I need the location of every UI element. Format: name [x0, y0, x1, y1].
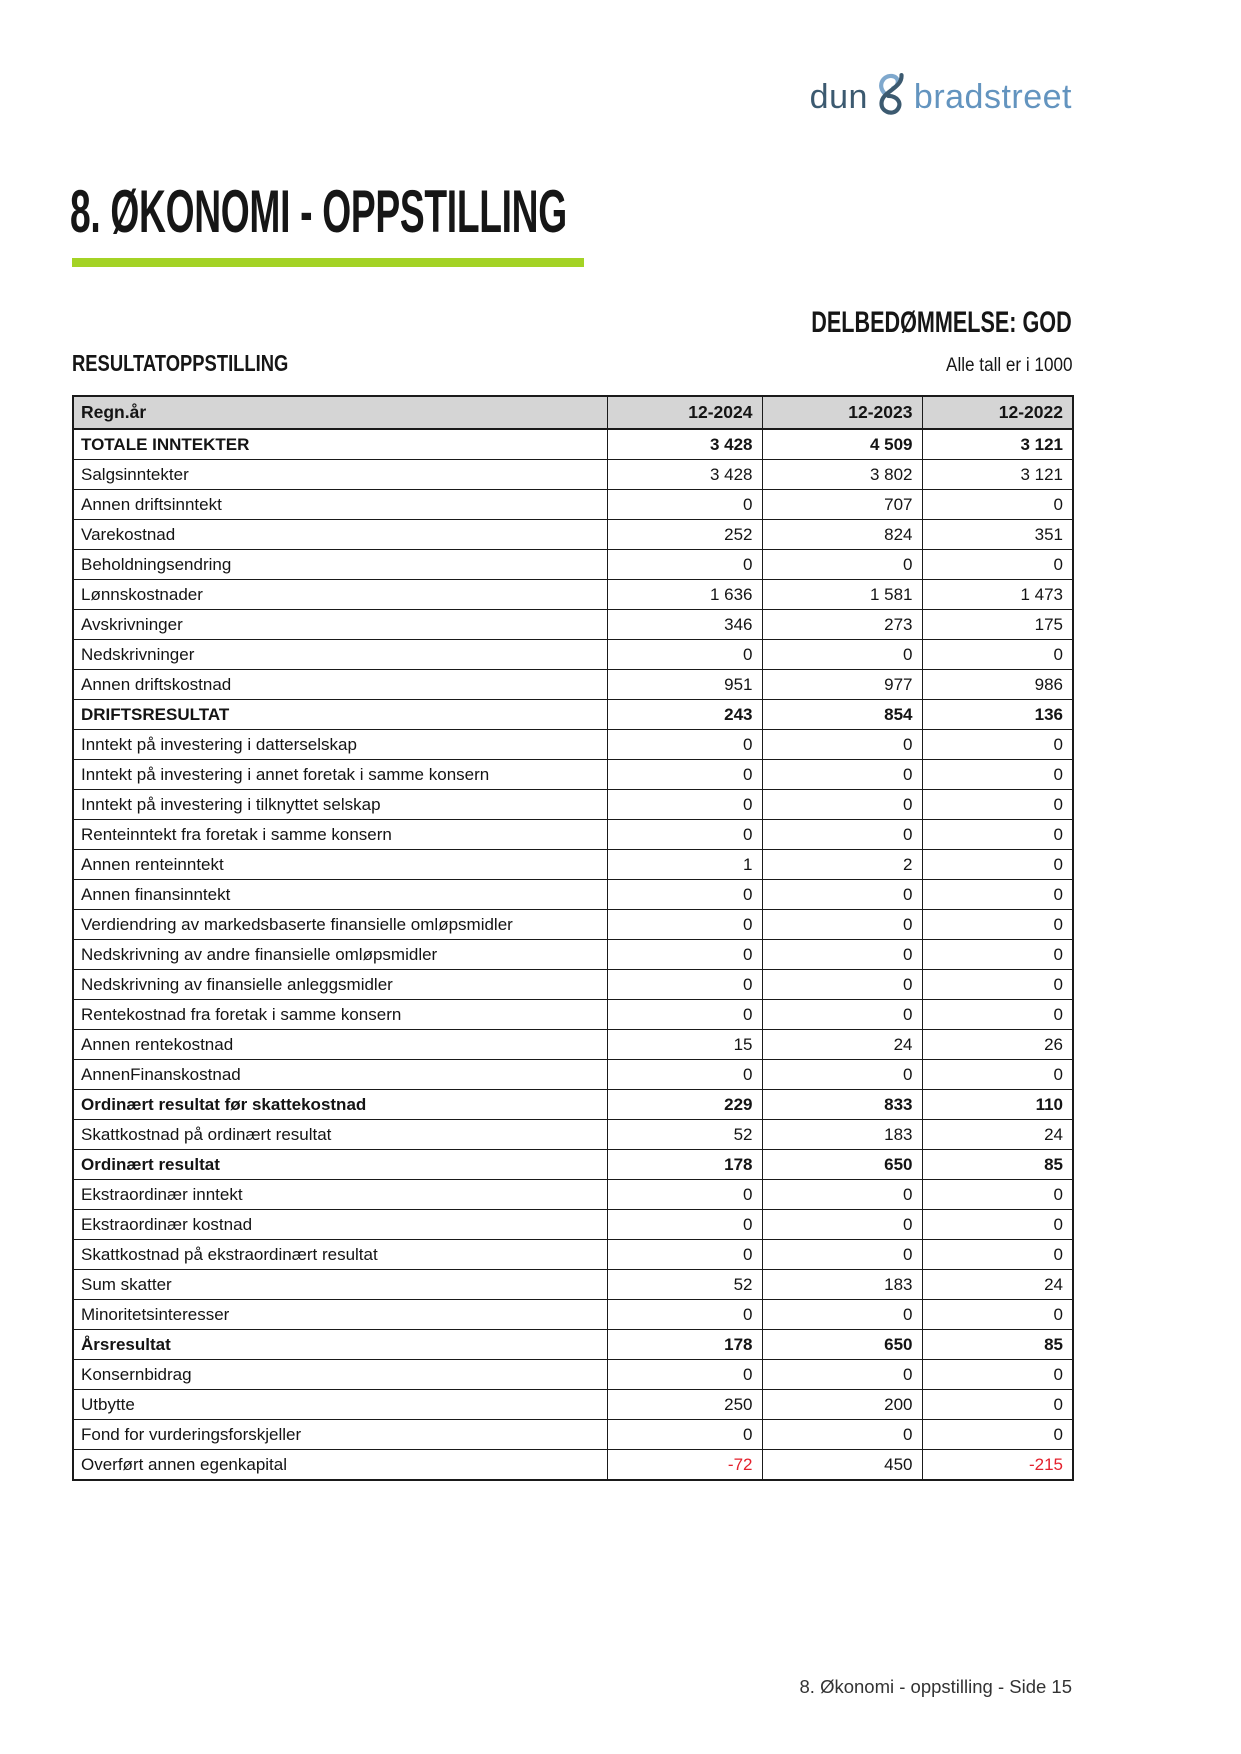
row-value: 24 [922, 1270, 1073, 1300]
row-label: Ekstraordinær inntekt [73, 1180, 607, 1210]
row-label: Verdiendring av markedsbaserte finansielle omløpsmidler [73, 910, 607, 940]
row-value: 0 [607, 940, 762, 970]
dun-bradstreet-logo [810, 72, 1072, 122]
row-label: Annen rentekostnad [73, 1030, 607, 1060]
table-row [73, 1090, 1073, 1120]
column-header-12-2022: 12-2022 [922, 396, 1073, 429]
row-value: 0 [922, 1210, 1073, 1240]
row-value: 0 [762, 1060, 922, 1090]
table-row [73, 1120, 1073, 1150]
table-row [73, 1450, 1073, 1481]
row-value: 273 [762, 610, 922, 640]
table-row [73, 1060, 1073, 1090]
row-value: 0 [922, 1000, 1073, 1030]
row-label: Minoritetsinteresser [73, 1300, 607, 1330]
row-value: 0 [762, 730, 922, 760]
row-value: 136 [922, 700, 1073, 730]
row-label: Ordinært resultat [73, 1150, 607, 1180]
table-row [73, 1390, 1073, 1420]
accent-bar [72, 258, 584, 267]
row-value: 0 [762, 880, 922, 910]
row-value: 0 [922, 790, 1073, 820]
row-value: 0 [607, 880, 762, 910]
row-value: 0 [607, 1420, 762, 1450]
row-value: 0 [922, 970, 1073, 1000]
row-value: 52 [607, 1120, 762, 1150]
row-value: 0 [607, 970, 762, 1000]
row-value: 0 [607, 760, 762, 790]
logo-text-dun: dun [809, 77, 868, 116]
row-value: 175 [922, 610, 1073, 640]
row-value: -72 [607, 1450, 762, 1481]
table-row [73, 670, 1073, 700]
row-value: 0 [922, 1300, 1073, 1330]
table-row [73, 1150, 1073, 1180]
row-value: 951 [607, 670, 762, 700]
row-value: 346 [607, 610, 762, 640]
row-value: 229 [607, 1090, 762, 1120]
table-row [73, 820, 1073, 850]
table-row [73, 1240, 1073, 1270]
row-value: 0 [762, 910, 922, 940]
table-row [73, 1270, 1073, 1300]
table-row [73, 460, 1073, 490]
row-value: 0 [607, 1000, 762, 1030]
row-value: 0 [922, 760, 1073, 790]
row-label: Salgsinntekter [73, 460, 607, 490]
table-row [73, 610, 1073, 640]
assessment-label: DELBEDØMMELSE: GOD [811, 306, 1072, 339]
table-row [73, 790, 1073, 820]
row-value: 0 [922, 880, 1073, 910]
table-row [73, 1300, 1073, 1330]
row-value: 0 [922, 490, 1073, 520]
row-value: -215 [922, 1450, 1073, 1481]
logo-text-bradstreet: bradstreet [913, 77, 1072, 116]
row-label: Årsresultat [73, 1330, 607, 1360]
row-label: Lønnskostnader [73, 580, 607, 610]
row-value: 0 [922, 1390, 1073, 1420]
row-value: 0 [922, 1060, 1073, 1090]
row-value: 707 [762, 490, 922, 520]
row-label: Inntekt på investering i datterselskap [73, 730, 607, 760]
row-value: 4 509 [762, 429, 922, 460]
table-header-row [73, 396, 1073, 429]
table-row [73, 1180, 1073, 1210]
row-value: 0 [762, 1360, 922, 1390]
row-label: Annen driftsinntekt [73, 490, 607, 520]
row-value: 85 [922, 1330, 1073, 1360]
row-value: 1 636 [607, 580, 762, 610]
row-value: 0 [607, 910, 762, 940]
table-row [73, 700, 1073, 730]
row-value: 0 [607, 790, 762, 820]
table-row [73, 1000, 1073, 1030]
row-value: 986 [922, 670, 1073, 700]
column-header-12-2024: 12-2024 [607, 396, 762, 429]
row-label: Overført annen egenkapital [73, 1450, 607, 1481]
row-label: Avskrivninger [73, 610, 607, 640]
row-value: 0 [607, 640, 762, 670]
row-value: 3 428 [607, 429, 762, 460]
row-value: 3 121 [922, 429, 1073, 460]
row-value: 24 [762, 1030, 922, 1060]
table-row [73, 550, 1073, 580]
column-header-regnar: Regn.år [73, 396, 607, 429]
row-value: 0 [607, 490, 762, 520]
column-header-12-2023: 12-2023 [762, 396, 922, 429]
table-row [73, 760, 1073, 790]
row-value: 0 [762, 1180, 922, 1210]
row-label: Rentekostnad fra foretak i samme konsern [73, 1000, 607, 1030]
row-label: Annen finansinntekt [73, 880, 607, 910]
row-value: 0 [922, 1180, 1073, 1210]
row-value: 0 [922, 850, 1073, 880]
row-value: 0 [922, 730, 1073, 760]
row-value: 650 [762, 1330, 922, 1360]
row-label: Sum skatter [73, 1270, 607, 1300]
table-row [73, 490, 1073, 520]
row-value: 0 [762, 790, 922, 820]
row-value: 0 [762, 760, 922, 790]
row-value: 3 121 [922, 460, 1073, 490]
row-label: Nedskrivning av finansielle anleggsmidler [73, 970, 607, 1000]
table-row [73, 1210, 1073, 1240]
row-value: 0 [762, 940, 922, 970]
row-label: Beholdningsendring [73, 550, 607, 580]
row-value: 0 [607, 1240, 762, 1270]
row-value: 0 [762, 1210, 922, 1240]
row-value: 0 [762, 1240, 922, 1270]
row-value: 178 [607, 1330, 762, 1360]
row-value: 0 [922, 640, 1073, 670]
row-value: 824 [762, 520, 922, 550]
row-label: Konsernbidrag [73, 1360, 607, 1390]
row-value: 26 [922, 1030, 1073, 1060]
table-row [73, 970, 1073, 1000]
table-row [73, 580, 1073, 610]
row-value: 977 [762, 670, 922, 700]
ampersand-icon [873, 72, 911, 118]
row-value: 0 [922, 940, 1073, 970]
row-value: 0 [762, 820, 922, 850]
table-row [73, 1360, 1073, 1390]
row-value: 1 581 [762, 580, 922, 610]
income-statement-table [72, 395, 1074, 1481]
row-value: 3 802 [762, 460, 922, 490]
row-label: Renteinntekt fra foretak i samme konsern [73, 820, 607, 850]
row-label: Nedskrivning av andre finansielle omløpsmidler [73, 940, 607, 970]
row-value: 52 [607, 1270, 762, 1300]
row-label: TOTALE INNTEKTER [73, 429, 607, 460]
row-value: 110 [922, 1090, 1073, 1120]
section-title: RESULTATOPPSTILLING [72, 350, 289, 376]
page-title: 8. ØKONOMI - OPPSTILLING [70, 178, 567, 245]
row-value: 0 [607, 1180, 762, 1210]
row-value: 24 [922, 1120, 1073, 1150]
page-footer: 8. Økonomi - oppstilling - Side 15 [799, 1676, 1072, 1697]
row-label: Varekostnad [73, 520, 607, 550]
row-value: 0 [762, 970, 922, 1000]
row-value: 0 [762, 1300, 922, 1330]
row-value: 0 [922, 820, 1073, 850]
table-row [73, 730, 1073, 760]
row-label: Ekstraordinær kostnad [73, 1210, 607, 1240]
row-value: 0 [922, 550, 1073, 580]
table-row [73, 1420, 1073, 1450]
row-label: Skattkostnad på ordinært resultat [73, 1120, 607, 1150]
row-value: 15 [607, 1030, 762, 1060]
row-label: Utbytte [73, 1390, 607, 1420]
row-value: 0 [607, 730, 762, 760]
row-value: 252 [607, 520, 762, 550]
row-value: 183 [762, 1270, 922, 1300]
row-value: 1 [607, 850, 762, 880]
units-note: Alle tall er i 1000 [945, 355, 1072, 376]
row-label: Skattkostnad på ekstraordinært resultat [73, 1240, 607, 1270]
row-value: 250 [607, 1390, 762, 1420]
row-value: 0 [607, 1060, 762, 1090]
row-value: 0 [607, 550, 762, 580]
row-label: Annen renteinntekt [73, 850, 607, 880]
row-label: AnnenFinanskostnad [73, 1060, 607, 1090]
row-value: 85 [922, 1150, 1073, 1180]
row-value: 0 [922, 910, 1073, 940]
table-row [73, 940, 1073, 970]
row-value: 650 [762, 1150, 922, 1180]
row-label: Nedskrivninger [73, 640, 607, 670]
row-value: 0 [762, 1420, 922, 1450]
row-value: 178 [607, 1150, 762, 1180]
row-value: 0 [922, 1420, 1073, 1450]
table-row [73, 1330, 1073, 1360]
table-row [73, 850, 1073, 880]
row-label: Inntekt på investering i annet foretak i samme konsern [73, 760, 607, 790]
row-value: 0 [762, 550, 922, 580]
table-row [73, 910, 1073, 940]
table-row [73, 640, 1073, 670]
row-value: 0 [762, 640, 922, 670]
row-value: 3 428 [607, 460, 762, 490]
table-row [73, 1030, 1073, 1060]
row-value: 0 [922, 1360, 1073, 1390]
row-label: Annen driftskostnad [73, 670, 607, 700]
row-value: 200 [762, 1390, 922, 1420]
row-value: 0 [607, 820, 762, 850]
table-row [73, 520, 1073, 550]
row-label: Inntekt på investering i tilknyttet selskap [73, 790, 607, 820]
row-label: Fond for vurderingsforskjeller [73, 1420, 607, 1450]
row-value: 833 [762, 1090, 922, 1120]
row-value: 0 [607, 1210, 762, 1240]
row-value: 450 [762, 1450, 922, 1481]
row-value: 243 [607, 700, 762, 730]
row-value: 351 [922, 520, 1073, 550]
row-value: 0 [607, 1360, 762, 1390]
row-value: 0 [762, 1000, 922, 1030]
row-value: 0 [922, 1240, 1073, 1270]
row-value: 0 [607, 1300, 762, 1330]
table-caption-row [72, 352, 1072, 375]
row-value: 854 [762, 700, 922, 730]
row-value: 1 473 [922, 580, 1073, 610]
table-row [73, 429, 1073, 460]
table-row [73, 880, 1073, 910]
row-label: Ordinært resultat før skattekostnad [73, 1090, 607, 1120]
row-label: DRIFTSRESULTAT [73, 700, 607, 730]
row-value: 2 [762, 850, 922, 880]
row-value: 183 [762, 1120, 922, 1150]
